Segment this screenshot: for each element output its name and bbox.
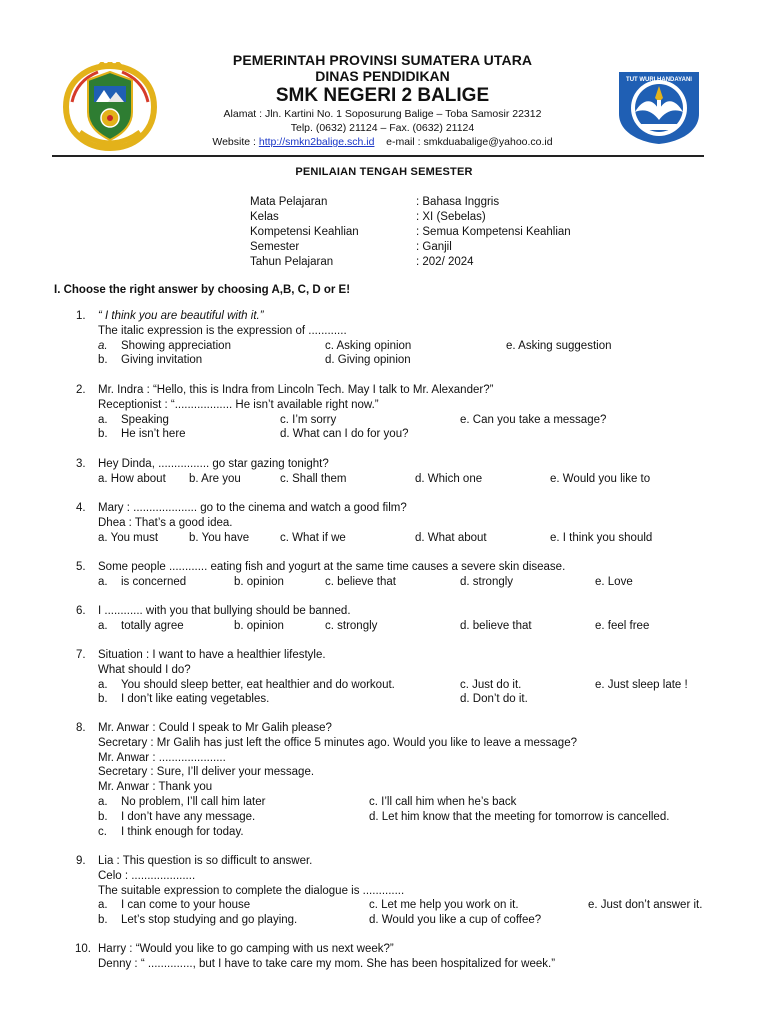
question-text: Denny : “ .............., but I have to take care my mom. She has been hospitalized for week.”: [98, 957, 556, 970]
option-a[interactable]: You should sleep better, eat healthier and do workout.: [121, 678, 395, 691]
question-text: The italic expression is the expression of ............: [98, 324, 347, 337]
option-e[interactable]: e. feel free: [595, 619, 650, 632]
question-text: “ I think you are beautiful with it.”: [98, 310, 264, 322]
option-a[interactable]: a. You must: [98, 531, 159, 544]
option-letter: a.: [98, 339, 108, 352]
info-key: Semester: [250, 241, 300, 253]
header-divider: [52, 155, 704, 157]
option-b[interactable]: b. Are you: [189, 472, 241, 485]
option-d[interactable]: d. Would you like a cup of coffee?: [369, 914, 542, 927]
info-value: : Semua Kompetensi Keahlian: [416, 226, 571, 238]
option-c[interactable]: c. Asking opinion: [325, 339, 412, 352]
option-letter: a.: [98, 899, 108, 912]
option-b[interactable]: I don’t have any message.: [121, 810, 256, 823]
option-c[interactable]: c. What if we: [280, 531, 346, 544]
school-contacts: [190, 135, 575, 149]
option-c[interactable]: c. Let me help you work on it.: [369, 899, 519, 912]
option-a[interactable]: No problem, I’ll call him later: [121, 795, 266, 808]
question-text: Lia : This question is so difficult to answer.: [98, 855, 313, 867]
option-c2[interactable]: c. I’ll call him when he’s back: [369, 795, 517, 808]
option-letter: b.: [98, 693, 108, 706]
question-number: 5.: [76, 561, 86, 573]
option-d[interactable]: d. Let him know that the meeting for tomorrow is cancelled.: [369, 810, 670, 823]
info-key: Kelas: [250, 211, 279, 223]
question-text: Some people ............ eating fish and yogurt at the same time causes a severe skin disease.: [98, 561, 566, 573]
info-value: : Ganjil: [416, 241, 452, 253]
website-label: Website :: [212, 136, 259, 148]
option-c[interactable]: c. believe that: [325, 575, 396, 588]
info-row: [250, 240, 571, 255]
info-row: [250, 255, 571, 270]
option-e[interactable]: e. Just sleep late !: [595, 678, 688, 691]
option-d[interactable]: d. Which one: [415, 472, 483, 485]
option-letter: a.: [98, 575, 108, 588]
question-text: Mr. Anwar : Thank you: [98, 781, 213, 794]
option-b[interactable]: I don’t like eating vegetables.: [121, 693, 270, 706]
option-d[interactable]: d. Don’t do it.: [460, 693, 528, 706]
option-e[interactable]: e. I think you should: [550, 531, 653, 544]
info-value: : 202/ 2024: [416, 256, 474, 268]
question-number: 3.: [76, 458, 86, 470]
info-key: Mata Pelajaran: [250, 196, 328, 208]
question-text: Harry : “Would you like to go camping with us next week?”: [98, 943, 394, 955]
question-text: The suitable expression to complete the dialogue is .............: [98, 884, 405, 897]
option-letter: a.: [98, 619, 108, 632]
option-c[interactable]: c. strongly: [325, 619, 378, 632]
question-number: 9.: [76, 855, 86, 867]
info-row: [250, 210, 571, 225]
school-name: SMK NEGERI 2 BALIGE: [275, 85, 490, 106]
question-text: Mr. Anwar : .....................: [98, 751, 226, 764]
question-text: Mr. Anwar : Could I speak to Mr Galih please?: [98, 722, 332, 734]
option-b[interactable]: b. opinion: [234, 619, 284, 632]
option-letter: b.: [98, 810, 108, 823]
question-number: 6.: [76, 605, 86, 617]
letterhead: [0, 0, 768, 160]
exam-title: PENILAIAN TENGAH SEMESTER: [295, 166, 473, 178]
question-text: Dhea : That’s a good idea.: [98, 516, 233, 529]
tut-wuri-handayani-emblem-icon: [613, 68, 705, 146]
option-b[interactable]: b. You have: [189, 531, 250, 544]
question-number: 7.: [76, 649, 86, 661]
option-d[interactable]: d. believe that: [460, 619, 532, 632]
option-e[interactable]: e. Can you take a message?: [460, 413, 607, 426]
section-instruction: I. Choose the right answer by choosing A,B, C, D or E!: [54, 284, 351, 296]
school-phone: Telp. (0632) 21124 – Fax. (0632) 21124: [290, 122, 475, 134]
question-number: 8.: [76, 722, 86, 734]
option-c[interactable]: c. Just do it.: [460, 678, 522, 691]
info-row: [250, 195, 571, 210]
question-text: Situation : I want to have a healthier lifestyle.: [98, 649, 326, 661]
question-text: I ............ with you that bullying should be banned.: [98, 605, 351, 617]
email-text: e-mail : smkduabalige@yahoo.co.id: [386, 136, 553, 148]
option-a[interactable]: a. How about: [98, 472, 166, 485]
option-letter: b.: [98, 354, 108, 367]
option-c[interactable]: I think enough for today.: [121, 825, 244, 838]
question-number: 4.: [76, 502, 86, 514]
info-key: Kompetensi Keahlian: [250, 226, 359, 238]
sumatera-utara-emblem-icon: [58, 62, 162, 152]
question-text: What should I do?: [98, 663, 191, 676]
option-letter: c.: [98, 825, 107, 838]
option-letter: a.: [98, 795, 108, 808]
info-key: Tahun Pelajaran: [250, 256, 334, 268]
option-b[interactable]: b. opinion: [234, 575, 284, 588]
option-e[interactable]: e. Asking suggestion: [506, 339, 612, 352]
government-name: PEMERINTAH PROVINSI SUMATERA UTARA: [232, 52, 533, 68]
option-c[interactable]: c. Shall them: [280, 472, 347, 485]
question-text: Secretary : Sure, I’ll deliver your message.: [98, 766, 315, 779]
question-text: Hey Dinda, ................ go star gazing tonight?: [98, 458, 329, 470]
option-e[interactable]: e. Love: [595, 575, 633, 588]
question-number: 1.: [76, 310, 86, 322]
question-text: Secretary : Mr Galih has just left the office 5 minutes ago. Would you like to leave a message?: [98, 736, 577, 749]
question-text: Mr. Indra : “Hello, this is Indra from Lincoln Tech. May I talk to Mr. Alexander?”: [98, 384, 494, 396]
option-b[interactable]: He isn’t here: [121, 428, 186, 441]
option-d[interactable]: d. What can I do for you?: [280, 428, 409, 441]
question-text: Celo : ....................: [98, 869, 196, 882]
option-letter: a.: [98, 678, 108, 691]
option-b[interactable]: Let’s stop studying and go playing.: [121, 914, 298, 927]
option-letter: b.: [98, 914, 108, 927]
school-address: Alamat : Jln. Kartini No. 1 Soposurung Balige – Toba Samosir 22312: [223, 108, 542, 120]
info-value: : Bahasa Inggris: [416, 196, 500, 208]
option-e[interactable]: e. Would you like to: [550, 472, 651, 485]
question-text: Mary : .................... go to the cinema and watch a good film?: [98, 502, 407, 514]
option-d[interactable]: d. Giving opinion: [325, 354, 411, 367]
right-logo-text: TUT WURI HANDAYANI: [626, 77, 692, 83]
option-a[interactable]: is concerned: [121, 575, 187, 588]
option-d[interactable]: d. strongly: [460, 575, 514, 588]
option-c[interactable]: c. I’m sorry: [280, 413, 337, 426]
option-a[interactable]: I can come to your house: [121, 899, 251, 912]
question-number: 10.: [75, 943, 91, 955]
exam-info: [250, 195, 571, 270]
department-name: DINAS PENDIDIKAN: [315, 68, 450, 84]
info-row: [250, 225, 571, 240]
option-a[interactable]: totally agree: [121, 619, 184, 632]
question-number: 2.: [76, 384, 86, 396]
option-e[interactable]: e. Just don’t answer it.: [588, 899, 703, 912]
website-link[interactable]: http://smkn2balige.sch.id: [258, 136, 375, 148]
option-letter: b.: [98, 428, 108, 441]
option-b[interactable]: Giving invitation: [121, 354, 203, 367]
info-value: : XI (Sebelas): [416, 211, 486, 223]
option-a[interactable]: Speaking: [121, 413, 169, 426]
option-a[interactable]: Showing appreciation: [121, 339, 231, 352]
question-text: Receptionist : “.................. He isn’t available right now.”: [98, 398, 379, 411]
option-letter: a.: [98, 413, 108, 426]
option-d[interactable]: d. What about: [415, 531, 487, 544]
